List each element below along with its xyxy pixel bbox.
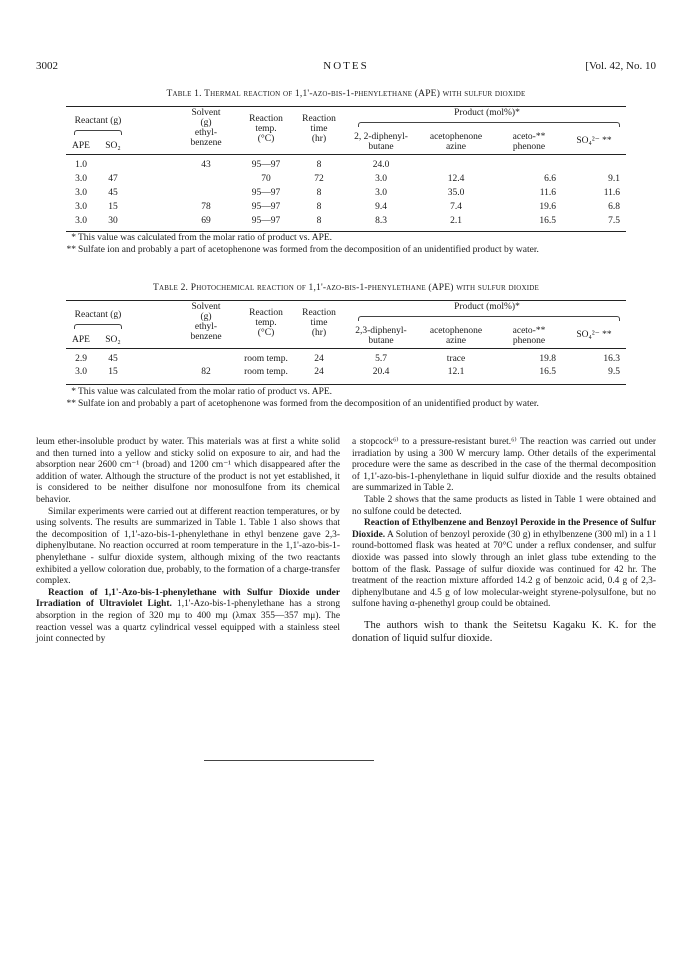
table-cell: 69 — [201, 216, 211, 226]
table1-header-temp-1: Reaction — [249, 114, 283, 124]
table2-caption: Table 2. Photochemical reaction of 1,1'-azo-bis-1-phenylethane (APE) with sulfur dioxide — [152, 283, 540, 293]
table-cell: 5.7 — [375, 354, 387, 364]
table2-header-time-2: time — [310, 318, 328, 328]
table-cell: 72 — [314, 174, 324, 184]
table-cell: 47 — [108, 174, 118, 184]
table-cell: 15 — [108, 202, 118, 212]
table-cell: 95—97 — [251, 188, 281, 198]
body-paragraph: leum ether-insoluble product by water. This materials was at first a white solid and then turned into a yellow and sticky solid on exposure to air, and had the absorption near 2600 cm⁻¹ (broad) and 1200 cm⁻¹ which disappeared after the addition of water. Although the structure of the product is not yet established, it is considered to be neither disulfone nor monosulfone from its chemical behavior. — [36, 437, 340, 505]
table-cell: 45 — [108, 188, 118, 198]
table-cell: 9.4 — [375, 202, 387, 212]
table-cell: room temp. — [244, 354, 288, 364]
table2-header-solvent-1: Solvent — [191, 302, 221, 312]
footnote-marker: ** — [66, 399, 76, 409]
table-cell: 16.5 — [539, 216, 556, 226]
table2 — [66, 300, 626, 386]
table-cell: 7.4 — [450, 202, 462, 212]
body-paragraph — [352, 518, 656, 611]
table-cell: 3.0 — [375, 188, 387, 198]
table-cell: 12.4 — [447, 174, 465, 184]
table2-footnote-1 — [71, 387, 638, 398]
table1-header-temp-3: (°C) — [257, 134, 275, 144]
table-cell: 15 — [108, 367, 118, 377]
table1-bottom-rule — [66, 231, 626, 232]
table2-header-so2: SO₂ — [105, 335, 121, 345]
table2-header-p1-2: butane — [368, 336, 394, 346]
table2-header-ape: APE — [72, 335, 90, 345]
table-cell: 8 — [316, 202, 322, 212]
table-cell: 1.0 — [75, 160, 87, 170]
table-cell: 70 — [261, 174, 271, 184]
table-cell: 6.8 — [608, 202, 620, 212]
table2-header-p3-1: aceto-** — [512, 326, 546, 336]
footnote-text: Sulfate ion and probably a part of acetophenone was formed from the decomposition of an unidentified product by water. — [78, 245, 539, 255]
table-cell: room temp. — [244, 367, 288, 377]
table1-header-ape: APE — [72, 141, 90, 151]
footnote-text: Sulfate ion and probably a part of acetophenone was formed from the decomposition of an unidentified product by water. — [78, 399, 539, 409]
table1-header-rule — [66, 154, 626, 155]
table-cell: 16.3 — [603, 354, 620, 364]
table2-header-temp-2: temp. — [255, 318, 277, 328]
table2-header-p2-2: azine — [445, 336, 467, 346]
body-paragraph — [36, 588, 340, 646]
table-cell: 78 — [201, 202, 211, 212]
table-cell: 3.0 — [75, 174, 87, 184]
table1-header-p3-1: aceto-** — [512, 132, 546, 142]
table2-header-solvent-4: benzene — [190, 332, 222, 342]
table-cell: 95—97 — [251, 202, 281, 212]
table1-footnote-1 — [71, 233, 638, 244]
paragraph-text: A Solution of benzoyl peroxide (30 g) in ethylbenzene (300 ml) in a 1 l round-bottomed flask was heated at 70°C under a reflux condenser, and sulfur dioxide was passed into slowly through an inlet glass tube extending to the bottom of the flask. Passage of sulfur dioxide was continued for 42 hr. The treatment of the reaction mixture afforded 14.2 g of benzoic acid, 0.4 g of 2,3-diphenylbutane and 4.5 g of low molecular-weight styrene-polysulfone, but no sulfone having α-phenethyl group could be obtained. — [352, 529, 656, 610]
table1-header-p1-2: butane — [368, 142, 394, 152]
table1-header-p2-2: azine — [445, 142, 467, 152]
end-rule — [204, 760, 374, 761]
table1-product-brace — [358, 122, 620, 127]
table1-header-p4: SO₄²⁻ ** — [576, 136, 612, 146]
table2-top-rule — [66, 300, 626, 301]
table2-header-rule — [66, 348, 626, 349]
table1-footnote-2 — [66, 245, 638, 256]
section-heading: Reaction of Ethylbenzene and Benzoyl Peroxide in the Presence of Sulfur Dioxide. — [352, 518, 656, 540]
table1 — [66, 106, 626, 232]
body-paragraph: Table 2 shows that the same products as listed in Table 1 were obtained and no sulfone could be detected. — [352, 494, 656, 517]
table-cell: 82 — [201, 367, 211, 377]
table-cell: 7.5 — [608, 216, 620, 226]
table-cell: 20.4 — [372, 367, 390, 377]
table1-header-solvent-1: Solvent — [191, 108, 221, 118]
table-cell: 16.5 — [539, 367, 556, 377]
table-cell: 43 — [201, 160, 211, 170]
table1-header-solvent-3: ethyl- — [194, 128, 218, 138]
body-paragraph: Similar experiments were carried out at different reaction temperatures, or by using solvents. The results are summarized in Table 1. Table 1 also shows that the decomposition of 1,1'-azo-bis-1-phenylethane in ethyl benzene gave 2,3-diphenylbutane. No reaction occurred at room temperature in the 1,1'-azo-bis-1-phenylethane - sulfur dioxide system, although mixing of the two reactants exhibited a yellow coloration due, probably, to the formation of a charge-transfer complex. — [36, 506, 340, 587]
footnote-marker: * — [71, 233, 76, 243]
table2-header-time-1: Reaction — [302, 308, 336, 318]
table2-header-temp-3: (°C) — [257, 328, 275, 338]
section-title: NOTES — [323, 60, 369, 72]
table-cell: 2.1 — [450, 216, 462, 226]
section-heading: Reaction of 1,1'-Azo-bis-1-phenylethane with Sulfur Dioxide under Irradiation of Ultraviolet Light. — [36, 587, 340, 610]
right-column — [352, 437, 656, 645]
table1-header-product: Product (mol%)* — [454, 108, 520, 118]
table-cell: 11.6 — [603, 188, 620, 198]
table1-header-so2: SO₂ — [105, 141, 121, 151]
table2-footnote-2 — [66, 399, 638, 410]
left-column — [36, 437, 340, 646]
table2-header-product: Product (mol%)* — [454, 302, 520, 312]
table2-header-solvent-2: (g) — [200, 312, 212, 322]
table-cell: 11.6 — [539, 188, 556, 198]
table-cell: 8 — [316, 188, 322, 198]
table2-reactant-brace — [74, 324, 122, 329]
table-cell: 12.1 — [447, 367, 465, 377]
table-cell: 19.6 — [539, 202, 556, 212]
table-cell: 19.8 — [539, 354, 556, 364]
footnote-marker: * — [71, 387, 76, 397]
table-cell: 24.0 — [372, 160, 390, 170]
table-cell: 3.0 — [75, 188, 87, 198]
table-cell: 2.9 — [75, 354, 87, 364]
table-cell: 8 — [316, 216, 322, 226]
table-cell: 95—97 — [251, 160, 281, 170]
table-cell: 3.0 — [75, 216, 87, 226]
table-cell: 8 — [316, 160, 322, 170]
volume-label: [Vol. 42, No. 10 — [585, 60, 656, 72]
table-cell: trace — [446, 354, 466, 364]
table-cell: 8.3 — [375, 216, 387, 226]
table1-header-solvent-4: benzene — [190, 138, 222, 148]
table2-header-p4: SO₄²⁻ ** — [576, 330, 612, 340]
table-cell: 9.5 — [608, 367, 620, 377]
table-cell: 24 — [314, 367, 324, 377]
body-paragraph: a stopcock⁶⁾ to a pressure-resistant buret.⁶⁾ The reaction was carried out under irradiation by using a 300 W mercury lamp. Other details of the experimental procedure were the same as described in the case of the thermal decomposition of 1,1'-azo-bis-1-phenylethane in liquid sulfur dioxide and the results obtained are summarized in Table 2. — [352, 437, 656, 494]
table1-header-temp-2: temp. — [255, 124, 277, 134]
table2-header-reactant: Reactant (g) — [74, 310, 122, 320]
table2-bottom-rule — [66, 384, 626, 385]
table2-header-solvent-3: ethyl- — [194, 322, 218, 332]
table-cell: 3.0 — [375, 174, 387, 184]
running-header — [36, 60, 656, 76]
table-cell: 30 — [108, 216, 118, 226]
paragraph-text: 1,1'-Azo-bis-1-phenylethane has a strong absorption in the region of 320 mμ to 400 mμ (λmax 355—357 mμ). The reaction vessel was a quartz cylindrical vessel equipped with a stainless steel joint connected by — [36, 599, 341, 645]
table-cell: 35.0 — [447, 188, 465, 198]
table-cell: 3.0 — [75, 202, 87, 212]
table1-header-p3-2: phenone — [512, 142, 546, 152]
table1-header-reactant: Reactant (g) — [74, 116, 122, 126]
table1-top-rule — [66, 106, 626, 107]
table-cell: 9.1 — [608, 174, 620, 184]
table2-header-p2-1: acetophenone — [429, 326, 483, 336]
table1-caption: Table 1. Thermal reaction of 1,1'-azo-bis-1-phenylethane (APE) with sulfur dioxide — [166, 89, 526, 99]
table-cell: 3.0 — [75, 367, 87, 377]
table2-product-brace — [358, 316, 620, 321]
table-cell: 45 — [108, 354, 118, 364]
table2-header-p3-2: phenone — [512, 336, 546, 346]
footnote-text: This value was calculated from the molar ratio of product vs. APE. — [78, 233, 333, 243]
footnote-marker: ** — [66, 245, 76, 255]
table1-header-p2-1: acetophenone — [429, 132, 483, 142]
acknowledgment: The authors wish to thank the Seitetsu Kagaku K. K. for the donation of liquid sulfur dioxide. — [352, 619, 656, 644]
table2-header-time-3: (hr) — [311, 328, 327, 338]
table1-header-time-3: (hr) — [311, 134, 327, 144]
table1-header-time-2: time — [310, 124, 328, 134]
table1-header-p1-1: 2, 2-diphenyl- — [354, 132, 408, 142]
table2-header-p1-1: 2,3-diphenyl- — [355, 326, 407, 336]
footnote-text: This value was calculated from the molar ratio of product vs. APE. — [78, 387, 333, 397]
table2-header-temp-1: Reaction — [249, 308, 283, 318]
table-cell: 95—97 — [251, 216, 281, 226]
table-cell: 6.6 — [544, 174, 556, 184]
table1-header-time-1: Reaction — [302, 114, 336, 124]
table1-reactant-brace — [74, 130, 122, 135]
table-cell: 24 — [314, 354, 324, 364]
table1-header-solvent-2: (g) — [200, 118, 212, 128]
page-number: 3002 — [36, 60, 58, 72]
